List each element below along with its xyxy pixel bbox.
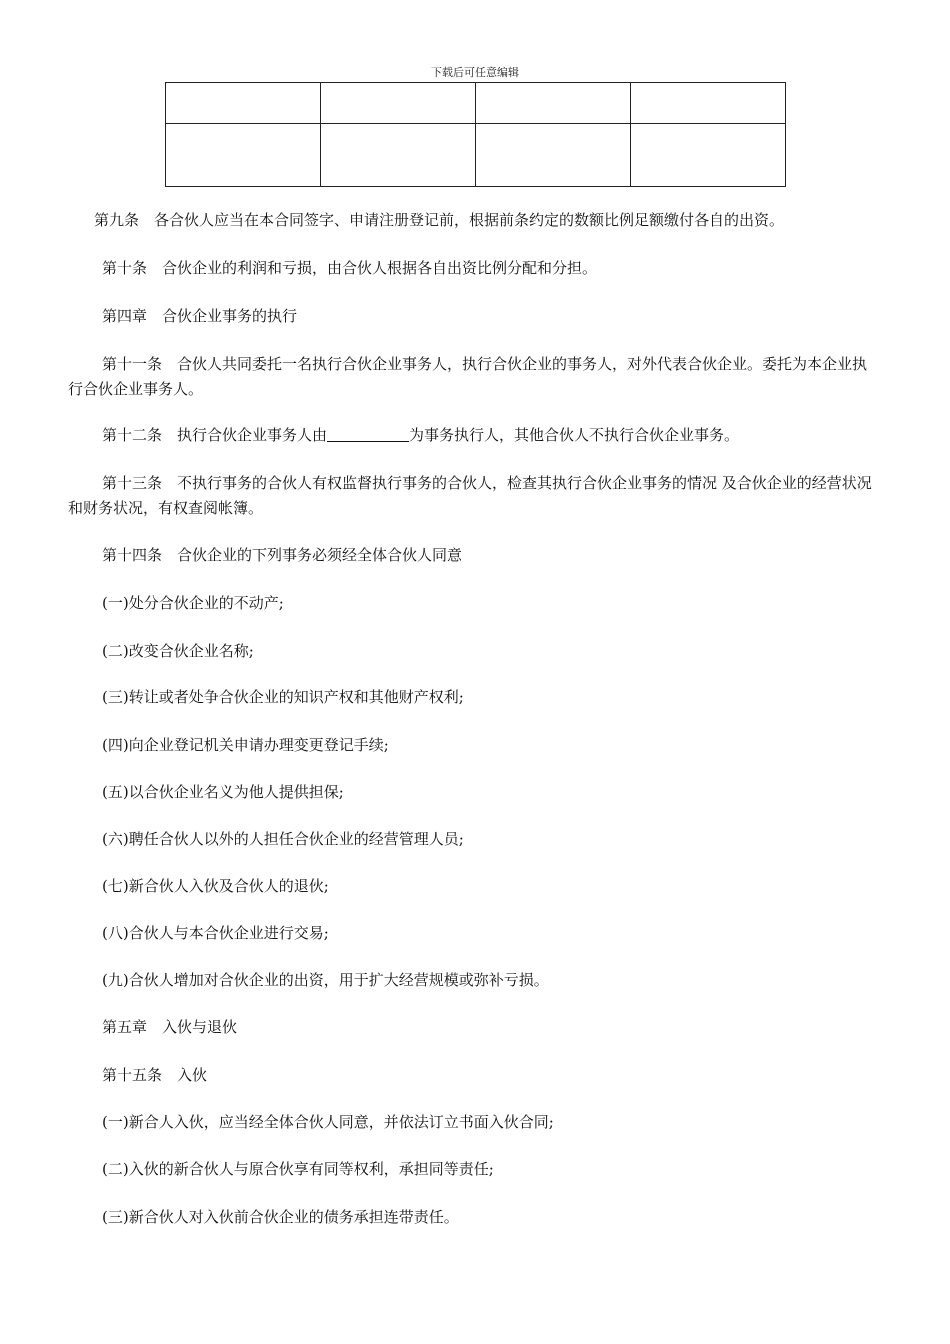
table-row — [166, 124, 786, 187]
table-cell — [166, 124, 321, 187]
table-cell — [631, 124, 786, 187]
list-item: (一)处分合伙企业的不动产; — [102, 594, 284, 612]
executor-blank-line — [327, 426, 409, 442]
table-cell — [321, 83, 476, 124]
list-item: (七)新合伙人入伙及合伙人的退伙; — [102, 877, 329, 895]
header-note: 下载后可任意编辑 — [431, 66, 519, 79]
contribution-table — [165, 82, 786, 187]
article-10: 第十条 合伙企业的利润和亏损，由合伙人根据各自出资比例分配和分担。 — [102, 259, 598, 277]
table-cell — [321, 124, 476, 187]
list-item: (二)入伙的新合伙人与原合伙享有同等权利，承担同等责任; — [102, 1160, 494, 1178]
list-item: (六)聘任合伙人以外的人担任合伙企业的经营管理人员; — [102, 830, 464, 848]
article-12 — [68, 423, 880, 448]
table-cell — [476, 124, 631, 187]
chapter-5-heading: 第五章 入伙与退伙 — [102, 1018, 238, 1036]
table-cell — [166, 83, 321, 124]
list-item: (三)新合伙人对入伙前合伙企业的债务承担连带责任。 — [102, 1208, 459, 1226]
article-13: 第十三条 不执行事务的合伙人有权监督执行事务的合伙人，检查其执行合伙企业事务的情况 及合伙企业的经营状况和财务状况，有权查阅帐簿。 — [68, 474, 872, 517]
table-cell — [631, 83, 786, 124]
list-item: (一)新合人入伙，应当经全体合伙人同意，并依法订立书面入伙合同; — [102, 1113, 554, 1131]
chapter-4-heading: 第四章 合伙企业事务的执行 — [102, 307, 298, 325]
article-15: 第十五条 入伙 — [102, 1066, 208, 1084]
list-item: (五)以合伙企业名义为他人提供担保; — [102, 783, 344, 801]
list-item: (四)向企业登记机关申请办理变更登记手续; — [102, 736, 389, 754]
article-14: 第十四条 合伙企业的下列事务必须经全体合伙人同意 — [102, 546, 463, 564]
list-item: (二)改变合伙企业名称; — [102, 642, 254, 660]
list-item: (三)转让或者处争合伙企业的知识产权和其他财产权利; — [102, 688, 464, 706]
article-11: 第十一条 合伙人共同委托一名执行合伙企业事务人，执行合伙企业的事务人，对外代表合伙企业。委托为本企业执行合伙企业事务人。 — [68, 355, 868, 398]
article-9: 第九条 各合伙人应当在本合同签字、申请注册登记前，根据前条约定的数额比例足额缴付各自的出资。 — [94, 211, 785, 229]
article-12-text-after: 为事务执行人，其他合伙人不执行合伙企业事务。 — [409, 426, 740, 444]
table-cell — [476, 83, 631, 124]
list-item: (九)合伙人增加对合伙企业的出资，用于扩大经营规模或弥补亏损。 — [102, 971, 549, 989]
table-row — [166, 83, 786, 124]
list-item: (八)合伙人与本合伙企业进行交易; — [102, 924, 329, 942]
article-12-text-before: 第十二条 执行合伙企业事务人由 — [102, 426, 328, 444]
